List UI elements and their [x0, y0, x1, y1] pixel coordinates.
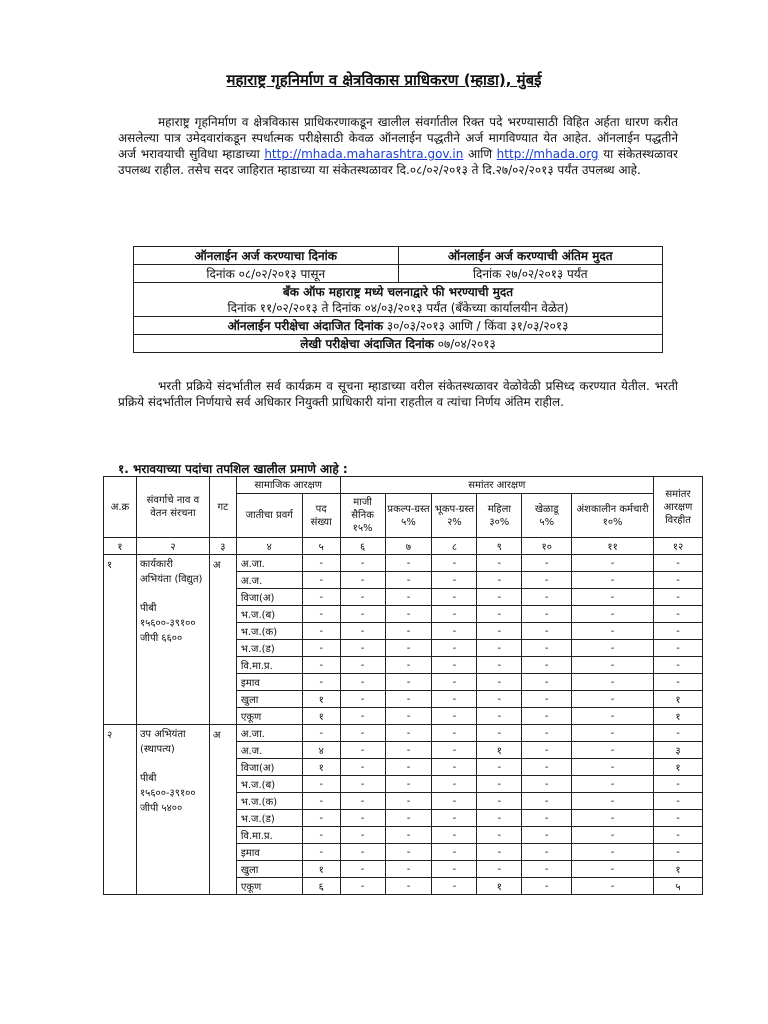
table-cell: - — [432, 640, 477, 657]
caste-category: इमाव — [236, 674, 302, 691]
intro-paragraph — [118, 114, 678, 178]
table-cell: - — [572, 742, 654, 759]
table-cell: १ — [302, 708, 340, 725]
table-cell: ६ — [302, 878, 340, 895]
table-cell: - — [340, 691, 385, 708]
table-cell: - — [302, 640, 340, 657]
table-cell: - — [653, 793, 702, 810]
table-cell: - — [653, 572, 702, 589]
header-sports — [522, 494, 572, 538]
sports-pct: ५% — [539, 516, 555, 528]
column-number: ५ — [302, 538, 340, 555]
caste-category: भ.ज.(क) — [236, 623, 302, 640]
table-cell: - — [572, 708, 654, 725]
column-number: ८ — [432, 538, 477, 555]
apply-end-date: दिनांक २७/०२/२०१३ पर्यंत — [398, 265, 663, 283]
table-cell: - — [477, 555, 522, 572]
quake-label: भूकप-ग्रस्त — [434, 503, 475, 515]
caste-category: विजा(अ) — [236, 759, 302, 776]
table-cell: - — [572, 810, 654, 827]
table-cell: - — [572, 606, 654, 623]
caste-category: भ.ज.(ड) — [236, 810, 302, 827]
caste-category: अ.ज. — [236, 742, 302, 759]
table-cell: - — [302, 657, 340, 674]
table-cell: - — [385, 674, 432, 691]
table-cell: - — [385, 793, 432, 810]
table-cell: - — [522, 827, 572, 844]
table-cell: - — [340, 623, 385, 640]
table-cell: - — [572, 640, 654, 657]
table-cell: - — [522, 589, 572, 606]
table-cell: - — [522, 572, 572, 589]
table-cell: - — [432, 759, 477, 776]
table-cell: - — [522, 810, 572, 827]
caste-category: भ.ज.(ब) — [236, 606, 302, 623]
table-cell: - — [340, 708, 385, 725]
table-row — [104, 555, 703, 572]
table-cell: - — [522, 776, 572, 793]
table-cell: - — [385, 640, 432, 657]
table-cell: - — [432, 878, 477, 895]
caste-category: अ.जा. — [236, 555, 302, 572]
header-post: संवर्गाचे नाव व वेतन संरचना — [136, 477, 209, 538]
table-cell: - — [522, 759, 572, 776]
table-cell: - — [522, 708, 572, 725]
table-cell: - — [432, 725, 477, 742]
table-cell: - — [302, 827, 340, 844]
table-cell: - — [432, 589, 477, 606]
table-cell: - — [432, 572, 477, 589]
mhada-gov-link[interactable]: http://mhada.maharashtra.gov.in — [264, 147, 464, 161]
header-group: गट — [209, 477, 236, 538]
intro-text: महाराष्ट्र गृहनिर्माण व क्षेत्रविकास प्राधिकरणाकडून खालील संवर्गातील रिक्त पदे भरण्यासाठी विहित अर्हता धारण करीत असलेल्या पात्र उमेदवारांकडून स्पर्धात्मक परीक्षेसाठी केवळ ऑनलाईन पद्धतीने अर्ज मागविण्यात येत आहेत. ऑनलाईन पद्धतीने अर्ज भरावयाची सुविधा म्हाडाच्या — [118, 115, 678, 161]
table-cell: - — [432, 844, 477, 861]
table-cell: - — [432, 623, 477, 640]
table-cell: - — [385, 589, 432, 606]
table-cell: - — [572, 861, 654, 878]
table-cell: - — [340, 725, 385, 742]
caste-category: एकूण — [236, 708, 302, 725]
column-number: ६ — [340, 538, 385, 555]
header-social-reservation: सामाजिक आरक्षण — [236, 477, 340, 494]
table-cell: - — [385, 759, 432, 776]
caste-category: अ.जा. — [236, 725, 302, 742]
table-cell: - — [477, 776, 522, 793]
project-pct: ५% — [401, 516, 416, 528]
exserviceman-pct: १५% — [352, 523, 373, 534]
table-cell: - — [572, 776, 654, 793]
table-cell: - — [432, 708, 477, 725]
process-paragraph — [118, 378, 678, 410]
table-cell: - — [477, 844, 522, 861]
table-cell: १ — [302, 861, 340, 878]
section-heading: १. भरावयाच्या पदांचा तपशिल खालील प्रमाणे आहे : — [118, 462, 348, 476]
table-cell: - — [340, 657, 385, 674]
table-cell: - — [653, 776, 702, 793]
table-cell: - — [572, 572, 654, 589]
written-exam-label: लेखी परीक्षेचा अंदाजित दिनांक — [300, 337, 434, 351]
table-cell: - — [340, 793, 385, 810]
column-number: १ — [104, 538, 137, 555]
table-cell: - — [432, 827, 477, 844]
table-cell: - — [432, 793, 477, 810]
table-cell: ३ — [653, 742, 702, 759]
apply-start-header: ऑनलाईन अर्ज करण्याचा दिनांक — [134, 247, 399, 265]
table-cell: - — [302, 589, 340, 606]
table-cell: १ — [653, 759, 702, 776]
table-cell: - — [572, 555, 654, 572]
table-cell: - — [522, 606, 572, 623]
table-cell: ५ — [653, 878, 702, 895]
table-cell: - — [302, 844, 340, 861]
table-cell: - — [572, 674, 654, 691]
column-number: ३ — [209, 538, 236, 555]
table-cell: - — [432, 606, 477, 623]
table-cell: - — [385, 810, 432, 827]
table-cell: - — [302, 572, 340, 589]
group-cell: अ — [209, 555, 236, 725]
table-cell: १ — [653, 691, 702, 708]
table-cell: - — [302, 793, 340, 810]
table-cell: - — [302, 674, 340, 691]
table-cell: - — [302, 810, 340, 827]
table-cell: - — [522, 844, 572, 861]
table-cell: - — [572, 623, 654, 640]
table-cell: - — [340, 759, 385, 776]
table-cell: १ — [302, 691, 340, 708]
table-cell: - — [477, 657, 522, 674]
table-cell: - — [385, 657, 432, 674]
online-exam-label: ऑनलाईन परीक्षेचा अंदाजित दिनांक — [227, 319, 384, 333]
column-number: ४ — [236, 538, 302, 555]
women-pct: ३०% — [489, 516, 510, 528]
header-sno: अ.क्र — [104, 477, 137, 538]
table-cell: - — [572, 725, 654, 742]
parttime-label: अंशकालीन कर्मचारी — [576, 503, 649, 515]
table-cell: - — [340, 572, 385, 589]
table-cell: - — [385, 776, 432, 793]
table-cell: - — [522, 657, 572, 674]
table-cell: - — [653, 589, 702, 606]
caste-category: अ.ज. — [236, 572, 302, 589]
table-cell: - — [477, 640, 522, 657]
table-cell: - — [653, 640, 702, 657]
written-exam-date: ०७/०४/२०१३ — [437, 337, 496, 351]
table-cell: - — [477, 572, 522, 589]
table-cell: - — [653, 827, 702, 844]
table-cell: - — [522, 861, 572, 878]
column-number: १० — [522, 538, 572, 555]
table-cell: १ — [653, 861, 702, 878]
table-cell: - — [432, 691, 477, 708]
table-cell: - — [385, 572, 432, 589]
header-quake-affected — [432, 494, 477, 538]
header-caste: जातीचा प्रवर्ग — [236, 494, 302, 538]
table-cell: - — [653, 810, 702, 827]
table-cell: - — [432, 810, 477, 827]
table-cell: - — [477, 606, 522, 623]
header-women — [477, 494, 522, 538]
table-cell: - — [385, 606, 432, 623]
table-cell: - — [653, 725, 702, 742]
table-cell: - — [432, 776, 477, 793]
table-cell: - — [572, 759, 654, 776]
table-cell: - — [385, 742, 432, 759]
table-cell: - — [385, 861, 432, 878]
table-cell: - — [340, 674, 385, 691]
table-cell: - — [522, 623, 572, 640]
table-cell: - — [572, 657, 654, 674]
table-cell: - — [653, 674, 702, 691]
header-exserviceman — [340, 494, 385, 538]
online-exam-date: ३०/०३/२०१३ आणि / किंवा ३१/०३/२०१३ — [386, 319, 569, 333]
post-cell — [136, 555, 209, 725]
table-cell: - — [302, 606, 340, 623]
table-cell: १ — [477, 742, 522, 759]
table-cell: १ — [653, 708, 702, 725]
table-cell: - — [302, 725, 340, 742]
table-cell: - — [477, 810, 522, 827]
intro-and: आणि — [467, 147, 493, 161]
table-cell: - — [385, 623, 432, 640]
caste-category: वि.मा.प्र. — [236, 657, 302, 674]
column-number: १२ — [653, 538, 702, 555]
project-label: प्रकल्प-ग्रस्त — [387, 503, 430, 515]
apply-end-header: ऑनलाईन अर्ज करण्याची अंतिम मुदत — [398, 247, 663, 265]
table-cell: - — [522, 878, 572, 895]
table-cell: - — [572, 878, 654, 895]
online-exam-cell — [134, 317, 663, 335]
table-cell: - — [385, 725, 432, 742]
page-title: महाराष्ट्र गृहनिर्माण व क्षेत्रविकास प्राधिकरण (म्हाडा), मुंबई — [226, 71, 542, 89]
table-cell: - — [302, 776, 340, 793]
table-cell: - — [302, 555, 340, 572]
apply-start-date: दिनांक ०८/०२/२०१३ पासून — [134, 265, 399, 283]
table-cell: - — [385, 691, 432, 708]
grade-pay: जीपी ५४०० — [139, 803, 183, 814]
table-cell: - — [572, 589, 654, 606]
header-posts: पद संख्या — [302, 494, 340, 538]
table-cell: - — [522, 793, 572, 810]
table-cell: - — [340, 844, 385, 861]
pay-band: पीबी १५६००-३९१०० — [139, 773, 196, 799]
table-cell: - — [340, 742, 385, 759]
schedule-table — [133, 246, 663, 353]
table-cell: - — [653, 657, 702, 674]
caste-category: भ.ज.(ड) — [236, 640, 302, 657]
caste-category: इमाव — [236, 844, 302, 861]
column-number: ९ — [477, 538, 522, 555]
caste-category: खुला — [236, 691, 302, 708]
caste-category: भ.ज.(ब) — [236, 776, 302, 793]
header-parttime — [572, 494, 654, 538]
post-name: कार्यकारी अभियंता (विद्युत) — [139, 559, 203, 585]
table-cell: - — [340, 861, 385, 878]
table-cell: - — [340, 878, 385, 895]
table-cell: - — [477, 759, 522, 776]
table-cell: - — [340, 810, 385, 827]
caste-category: भ.ज.(क) — [236, 793, 302, 810]
header-without-parallel: समांतर आरक्षण विरहीत — [653, 477, 702, 538]
table-cell: - — [522, 674, 572, 691]
column-number: ७ — [385, 538, 432, 555]
table-cell: - — [572, 844, 654, 861]
table-cell: - — [340, 776, 385, 793]
table-cell: - — [477, 793, 522, 810]
bank-fee-title: बँक ऑफ महाराष्ट्र मध्ये चलनाद्वारे फी भरण्याची मुदत — [282, 284, 514, 299]
serial-number: १ — [104, 555, 137, 725]
women-label: महिला — [487, 503, 511, 515]
column-number: ११ — [572, 538, 654, 555]
exserviceman-label: माजी सैनिक — [351, 497, 374, 521]
bank-fee-cell — [134, 283, 663, 317]
caste-category: एकूण — [236, 878, 302, 895]
table-cell: - — [653, 606, 702, 623]
table-cell: - — [522, 742, 572, 759]
header-project-affected — [385, 494, 432, 538]
caste-category: वि.मा.प्र. — [236, 827, 302, 844]
table-cell: - — [477, 708, 522, 725]
table-cell: - — [522, 555, 572, 572]
vacancy-table — [103, 476, 703, 895]
table-cell: ४ — [302, 742, 340, 759]
table-cell: - — [572, 691, 654, 708]
table-cell: - — [653, 555, 702, 572]
table-cell: - — [432, 555, 477, 572]
serial-number: २ — [104, 725, 137, 895]
table-cell: - — [477, 827, 522, 844]
table-cell: - — [385, 878, 432, 895]
table-cell: - — [340, 606, 385, 623]
parttime-pct: १०% — [602, 516, 623, 528]
table-cell: - — [477, 589, 522, 606]
table-cell: - — [432, 742, 477, 759]
grade-pay: जीपी ६६०० — [139, 633, 183, 644]
table-cell: - — [572, 793, 654, 810]
mhada-org-link[interactable]: http://mhada.org — [496, 147, 599, 161]
table-cell: - — [432, 861, 477, 878]
caste-category: खुला — [236, 861, 302, 878]
table-cell: - — [340, 640, 385, 657]
intro-text-2: या संकेतस्थळावर उपलब्ध राहील. तसेच सदर जाहिरात म्हाडाच्या या संकेतस्थळावर दि.०८/०२/२०१३ ते दि.२७/०२/२०१३ पर्यंत उपलब्ध आहे. — [118, 147, 678, 177]
table-cell: - — [477, 861, 522, 878]
table-cell: - — [653, 623, 702, 640]
table-cell: - — [340, 555, 385, 572]
table-cell: - — [477, 623, 522, 640]
column-number-row — [104, 538, 703, 555]
table-cell: - — [522, 691, 572, 708]
post-name: उप अभियंता (स्थापत्य) — [139, 729, 186, 755]
table-cell: - — [385, 827, 432, 844]
table-cell: - — [653, 844, 702, 861]
written-exam-cell — [134, 335, 663, 353]
table-cell: - — [522, 725, 572, 742]
post-cell — [136, 725, 209, 895]
table-cell: - — [385, 555, 432, 572]
table-cell: - — [385, 844, 432, 861]
table-cell: - — [477, 691, 522, 708]
table-cell: - — [385, 708, 432, 725]
caste-category: विजा(अ) — [236, 589, 302, 606]
quake-pct: २% — [447, 516, 462, 528]
table-cell: - — [522, 640, 572, 657]
process-text: भरती प्रक्रिये संदर्भातील सर्व कार्यक्रम व सूचना म्हाडाच्या वरील संकेतस्थळावर वेळोवेळी प्रसिध्द करण्यात येतील. भरती प्रक्रिये संदर्भातील निर्णयाचे सर्व अधिकार नियुक्ती प्राधिकारी यांना राहतील व त्यांचा निर्णय अंतिम राहील. — [118, 379, 678, 409]
table-cell: - — [432, 657, 477, 674]
table-cell: - — [477, 674, 522, 691]
table-cell: - — [572, 827, 654, 844]
table-cell: १ — [477, 878, 522, 895]
table-cell: - — [340, 827, 385, 844]
table-cell: - — [340, 589, 385, 606]
table-cell: - — [477, 725, 522, 742]
table-cell: १ — [302, 759, 340, 776]
table-cell: - — [302, 623, 340, 640]
bank-fee-period: दिनांक ११/०२/२०१३ ते दिनांक ०४/०३/२०१३ पर्यंत (बँकेच्या कार्यालयीन वेळेत) — [227, 300, 569, 315]
sports-label: खेळाडू — [534, 503, 559, 515]
column-number: २ — [136, 538, 209, 555]
pay-band: पीबी १५६००-३९१०० — [139, 603, 196, 629]
group-cell: अ — [209, 725, 236, 895]
header-parallel-reservation: समांतर आरक्षण — [340, 477, 653, 494]
table-row — [104, 725, 703, 742]
table-cell: - — [432, 674, 477, 691]
